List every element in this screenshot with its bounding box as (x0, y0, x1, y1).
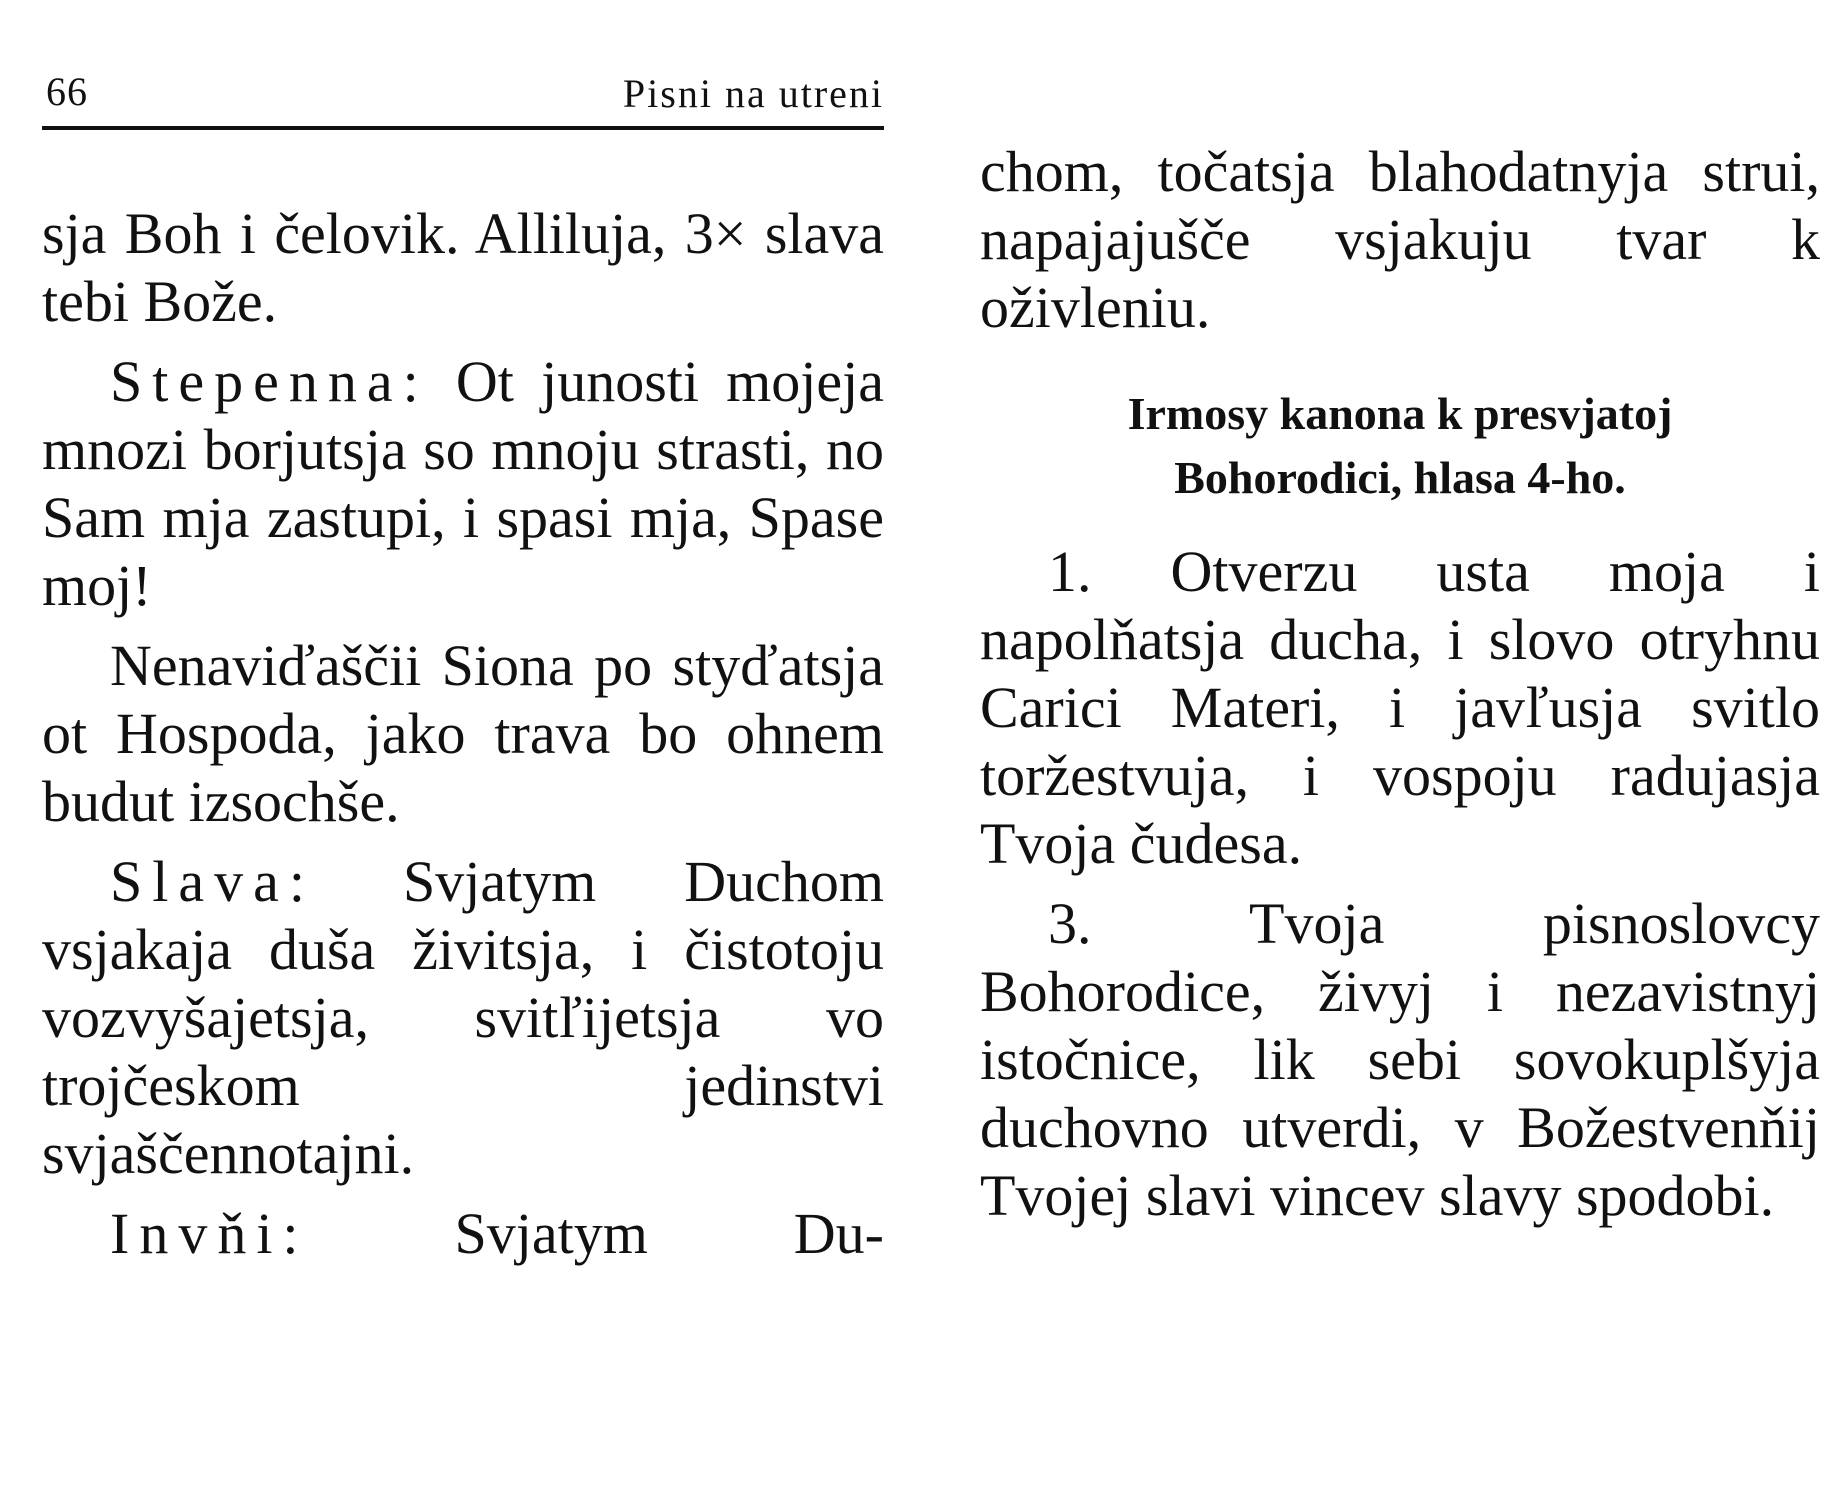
running-header (42, 68, 884, 130)
heading-line: Irmosy kanona k presvjatoj (1127, 388, 1673, 439)
paragraph-text: Svjatym Du- (454, 1201, 884, 1266)
paragraph-nenavidascii: Nenaviďaščii Siona po styďatsja ot Hospoda, jako trava bo ohnem budut izsochše. (42, 633, 884, 834)
page-number: 66 (46, 69, 88, 114)
running-title: Pisni na utreni (622, 71, 884, 116)
heading-line: Bohorodici, hlasa 4-ho. (1174, 452, 1626, 503)
left-body-text (42, 200, 884, 1280)
section-label-slava: Slava: (110, 849, 315, 914)
section-heading (980, 382, 1820, 510)
paragraph-text: Ot junosti mojeja mnozi borjutsja so mnoju strasti, no Sam mja zastupi, i spasi mja, Spase moj! (42, 349, 885, 618)
paragraph-irmos-1: 1. Otverzu usta moja i napolňatsja ducha, i slovo otryhnu Carici Materi, i javľusja svitlo toržestvuja, i vospoju radujasja Tvoja čudesa. (980, 539, 1820, 876)
right-body-text (980, 138, 1820, 1242)
paragraph-text: Svjatym Duchom vsjakaja duša živitsja, i čistotoju vozvyšajetsja, svitľijetsja vo trojčeskom jedinstvi svjaščennotajni. (42, 849, 884, 1186)
paragraph-stepenna (42, 348, 884, 620)
section-label-stepenna: Stepenna: (110, 349, 429, 414)
paragraph-invni (42, 1200, 884, 1268)
paragraph-continuation: sja Boh i čelovik. Alliluja, 3× slava tebi Bože. (42, 201, 884, 334)
paragraph-slava (42, 848, 884, 1188)
paragraph-continuation: chom, točatsja blahodatnyja strui, napajajušče vsjakuju tvar k oživleniu. (980, 139, 1820, 340)
section-label-invni: Invňi: (110, 1201, 309, 1266)
paragraph-irmos-3: 3. Tvoja pisnoslovcy Bohorodice, živyj i nezavistnyj istočnice, lik sebi sovokuplšyja duchovno utverdi, v Božestvenňij Tvojej slavi vincev slavy spodobi. (980, 891, 1820, 1228)
